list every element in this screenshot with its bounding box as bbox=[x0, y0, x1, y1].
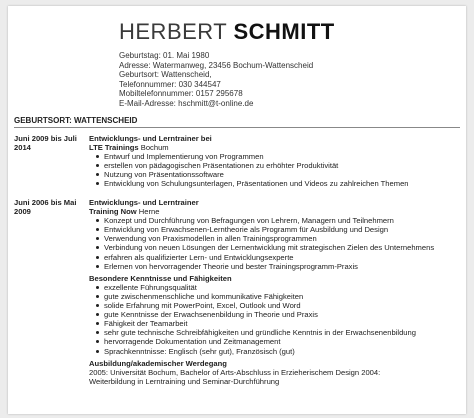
contact-block bbox=[119, 51, 313, 109]
contact-phone: Telefonnummer: 030 344547 bbox=[119, 79, 221, 89]
list-item: Verwendung von Praxismodellen in allen Trainingsprogrammen bbox=[104, 234, 451, 243]
resume-page bbox=[8, 6, 466, 414]
list-item: Fähigkeit der Teamarbeit bbox=[104, 319, 451, 328]
job-entry bbox=[89, 198, 451, 386]
education-line: Weiterbildung in Lerntraining und Seminar-Durchführung bbox=[89, 376, 280, 386]
job-bullets bbox=[89, 152, 451, 188]
last-name: SCHMITT bbox=[233, 19, 335, 44]
education-heading: Ausbildung/akademischer Werdegang bbox=[89, 358, 227, 368]
contact-birthplace: Geburtsort: Wattenscheid, bbox=[119, 70, 212, 80]
job-company-line bbox=[89, 143, 451, 152]
job-company: LTE Trainings bbox=[89, 143, 139, 153]
list-item: Erlernen von hervorragender Theorie und bester Trainingsprogramm-Praxis bbox=[104, 262, 451, 271]
list-item: Entwicklung von Erwachsenen-Lerntheorie als Programm für Ausbildung und Design bbox=[104, 225, 451, 234]
list-item: gute zwischenmenschliche und kommunikative Fähigkeiten bbox=[104, 292, 451, 301]
list-item: gute Kenntnisse der Erwachsenenbildung in Theorie und Praxis bbox=[104, 310, 451, 319]
list-item: Sprachkenntnisse: Englisch (sehr gut), Französisch (gut) bbox=[104, 347, 451, 356]
list-item: Entwicklung von Schulungsunterlagen, Präsentationen und Videos zu zahlreichen Themen bbox=[104, 179, 451, 188]
job-bullets bbox=[89, 216, 451, 271]
job-company-line bbox=[89, 207, 451, 216]
list-item: Konzept und Durchführung von Befragungen von Lehrern, Managern und Teilnehmern bbox=[104, 216, 451, 225]
section-label: GEBURTSORT: WATTENSCHEID bbox=[14, 116, 138, 125]
list-item: Nutzung von Präsentationssoftware bbox=[104, 170, 451, 179]
list-item: exzellente Führungsqualität bbox=[104, 283, 451, 292]
list-item: erfahren als qualifizierter Lern- und Entwicklungsexperte bbox=[104, 253, 451, 262]
contact-email: E-Mail-Adresse: hschmitt@t-online.de bbox=[119, 98, 254, 108]
skills-list bbox=[89, 283, 451, 356]
job-title: Entwicklungs- und Lerntrainer bbox=[89, 198, 199, 207]
contact-birthday: Geburtstag: 01. Mai 1980 bbox=[119, 51, 210, 60]
job-dates: Juni 2006 bis Mai 2009 bbox=[14, 198, 77, 216]
skills-heading: Besondere Kenntnisse und Fähigkeiten bbox=[89, 273, 232, 283]
job-entry bbox=[89, 134, 451, 189]
list-item: solide Erfahrung mit PowerPoint, Excel, Outlook und Word bbox=[104, 301, 451, 310]
section-divider bbox=[14, 127, 460, 128]
first-name: HERBERT bbox=[119, 19, 227, 44]
job-location: Herne bbox=[136, 207, 160, 217]
job-company: Training Now bbox=[89, 207, 137, 217]
job-location: Bochum bbox=[138, 143, 169, 153]
list-item: sehr gute technische Schreibfähigkeiten und gründliche Kenntnis in der Erwachsenenbildung bbox=[104, 328, 451, 337]
job-title: Entwicklungs- und Lerntrainer bei bbox=[89, 134, 212, 143]
applicant-name bbox=[119, 20, 335, 44]
contact-address: Adresse: Watermanweg, 23456 Bochum-Wattenscheid bbox=[119, 60, 314, 70]
list-item: Entwurf und Implementierung von Programmen bbox=[104, 152, 451, 161]
education-line: 2005: Universität Bochum, Bachelor of Arts-Abschluss in Erzieherischem Design 2004: bbox=[89, 367, 381, 377]
list-item: erstellen von pädagogischen Präsentationen zu erhöhter Produktivität bbox=[104, 161, 451, 170]
contact-mobile: Mobiltelefonnummer: 0157 295678 bbox=[119, 89, 243, 99]
list-item: hervorragende Dokumentation und Zeitmanagement bbox=[104, 337, 451, 346]
job-dates: Juni 2009 bis Juli 2014 bbox=[14, 134, 77, 152]
list-item: Verbindung von neuen Lösungen der Lernentwicklung mit strategischen Zielen des Unternehmens bbox=[104, 243, 451, 252]
